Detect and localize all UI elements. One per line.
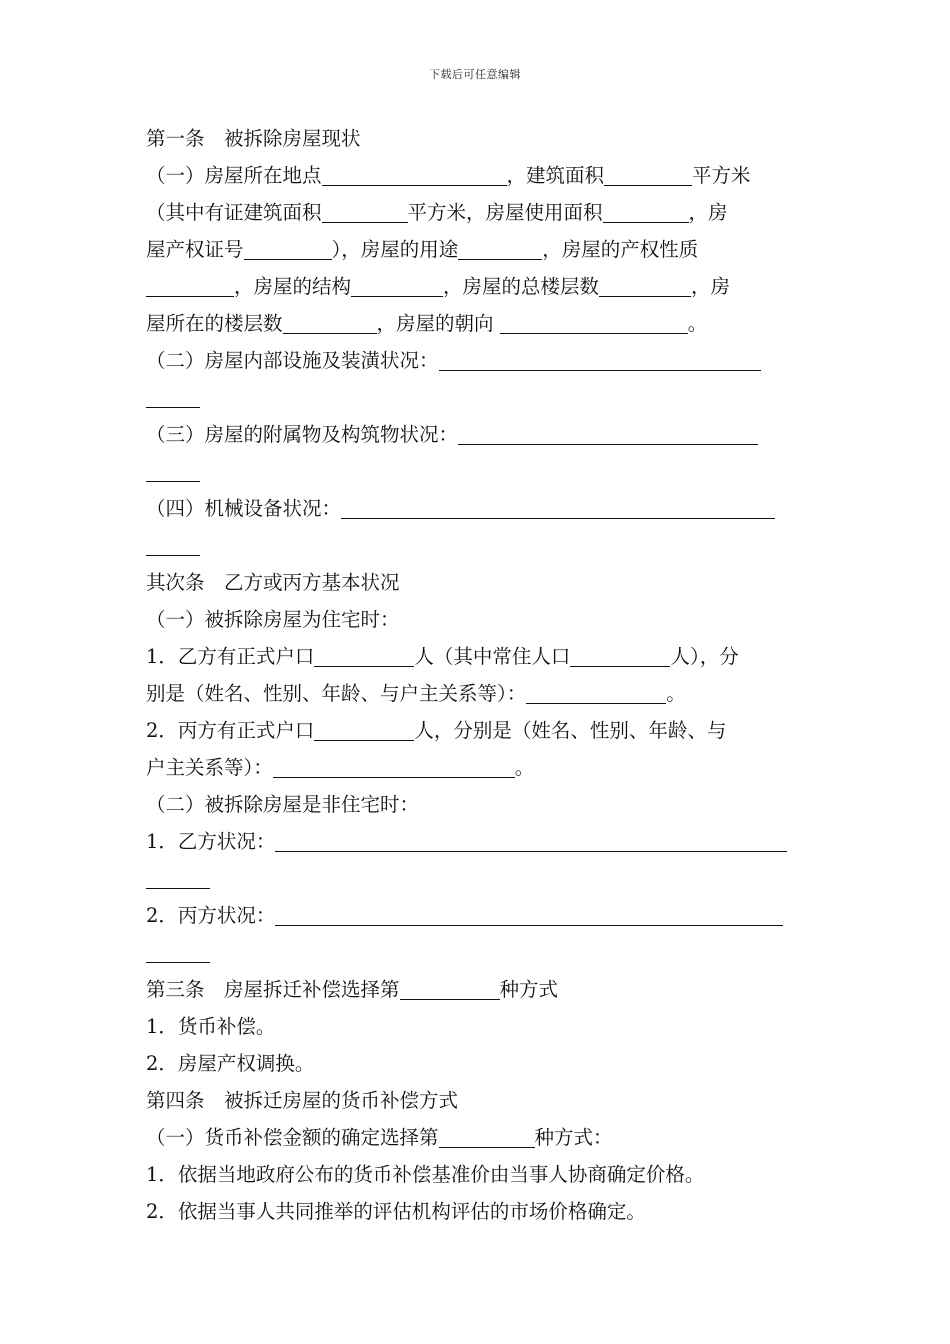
text: 第三条 房屋拆迁补偿选择第	[146, 978, 400, 1001]
resident-count-blank[interactable]	[570, 642, 670, 667]
party-b-household-line	[146, 638, 808, 675]
party-b-status-blank[interactable]	[275, 827, 787, 852]
text: 屋产权证号	[146, 238, 244, 261]
text: ，房屋的产权性质	[542, 238, 699, 261]
text: 人，分别是（姓名、性别、年龄、与	[414, 719, 727, 742]
compensation-method-blank[interactable]	[400, 975, 500, 1000]
usable-area-blank[interactable]	[603, 198, 689, 223]
attachments-blank-continued[interactable]	[146, 457, 200, 482]
option-property-swap: 2．房屋产权调换。	[146, 1052, 315, 1075]
machinery-blank-continued[interactable]	[146, 531, 200, 556]
party-c-status-continuation	[146, 934, 808, 971]
text: 。	[687, 312, 708, 335]
text: ，房屋的总楼层数	[443, 275, 600, 298]
usage-blank[interactable]	[458, 235, 542, 260]
text: 。	[514, 756, 535, 779]
text: （一）房屋所在地点	[146, 164, 322, 187]
orientation-blank[interactable]	[500, 309, 688, 334]
party-b-status-line	[146, 823, 808, 860]
party-b-status-blank-continued[interactable]	[146, 864, 210, 889]
certified-area-blank[interactable]	[322, 198, 408, 223]
article-1-line-1	[146, 157, 808, 194]
building-area-blank[interactable]	[604, 161, 692, 186]
text: ，建筑面积	[506, 164, 605, 187]
text: 人），分	[670, 645, 739, 668]
structure-blank[interactable]	[351, 272, 443, 297]
text: 户主关系等）：	[146, 756, 273, 779]
location-blank[interactable]	[322, 161, 507, 186]
floor-blank[interactable]	[283, 309, 377, 334]
party-c-status-blank-continued[interactable]	[146, 938, 210, 963]
page-header: 下载后可任意编辑	[429, 68, 521, 81]
amount-method-line	[146, 1119, 808, 1156]
article-1-line-3	[146, 231, 808, 268]
interior-facilities-line	[146, 342, 808, 379]
text: （其中有证建筑面积	[146, 201, 322, 224]
text: 屋所在的楼层数	[146, 312, 283, 335]
party-c-status-blank[interactable]	[275, 901, 783, 926]
text: 平方米	[692, 164, 751, 187]
article-3-title	[146, 971, 808, 1008]
text: 人（其中常住人口	[414, 645, 571, 668]
article-1-line-4	[146, 268, 808, 305]
article-1-line-5	[146, 305, 808, 342]
text: ，房	[688, 201, 728, 224]
text: 种方式	[499, 978, 559, 1001]
text: 1．乙方有正式户口	[146, 645, 315, 668]
article-4-title: 第四条 被拆迁房屋的货币补偿方式	[146, 1089, 459, 1112]
party-c-status-line	[146, 897, 808, 934]
party-b-count-blank[interactable]	[314, 642, 414, 667]
option-monetary: 1．货币补偿。	[146, 1015, 276, 1038]
party-b-details-line	[146, 675, 808, 712]
text: （三）房屋的附属物及构筑物状况：	[146, 423, 459, 446]
text: ，房屋的朝向	[376, 312, 500, 335]
certificate-number-blank[interactable]	[244, 235, 332, 260]
machinery-line	[146, 490, 808, 527]
attachments-blank[interactable]	[458, 420, 758, 445]
attachments-continuation	[146, 453, 808, 490]
interior-blank-continued[interactable]	[146, 383, 200, 408]
text: 2．丙方有正式户口	[146, 719, 315, 742]
text: （二）房屋内部设施及装潢状况：	[146, 349, 439, 372]
document-body	[146, 120, 808, 1230]
party-b-status-continuation	[146, 860, 808, 897]
residential-subtitle: （一）被拆除房屋为住宅时：	[146, 608, 400, 631]
party-c-details-line	[146, 749, 808, 786]
total-floors-blank[interactable]	[599, 272, 691, 297]
non-residential-subtitle: （二）被拆除房屋是非住宅时：	[146, 793, 420, 816]
amount-method-blank[interactable]	[439, 1123, 535, 1148]
party-c-count-blank[interactable]	[314, 716, 414, 741]
text: 平方米，房屋使用面积	[407, 201, 603, 224]
method-appraisal: 2．依据当事人共同推举的评估机构评估的市场价格确定。	[146, 1200, 646, 1223]
party-c-household-line	[146, 712, 808, 749]
text: ），房屋的用途	[331, 238, 459, 261]
machinery-continuation	[146, 527, 808, 564]
article-2-title: 其次条 乙方或丙方基本状况	[146, 571, 400, 594]
machinery-blank[interactable]	[341, 494, 775, 519]
text: ，房屋的结构	[234, 275, 352, 298]
attachments-line	[146, 416, 808, 453]
text: ，房	[691, 275, 731, 298]
party-c-details-blank[interactable]	[273, 753, 515, 778]
article-1-line-2	[146, 194, 808, 231]
property-nature-blank[interactable]	[146, 272, 234, 297]
text: （四）机械设备状况：	[146, 497, 342, 520]
text: 。	[666, 682, 686, 705]
text: （一）货币补偿金额的确定选择第	[146, 1126, 439, 1149]
interior-blank[interactable]	[439, 346, 761, 371]
article-1-title: 第一条 被拆除房屋现状	[146, 127, 361, 150]
interior-continuation	[146, 379, 808, 416]
party-b-details-blank[interactable]	[526, 679, 666, 704]
text: 种方式：	[534, 1126, 613, 1149]
text: 2．丙方状况：	[146, 904, 276, 927]
text: 1．乙方状况：	[146, 830, 276, 853]
method-government-price: 1．依据当地政府公布的货币补偿基准价由当事人协商确定价格。	[146, 1163, 705, 1186]
text: 别是（姓名、性别、年龄、与户主关系等）：	[146, 682, 527, 705]
